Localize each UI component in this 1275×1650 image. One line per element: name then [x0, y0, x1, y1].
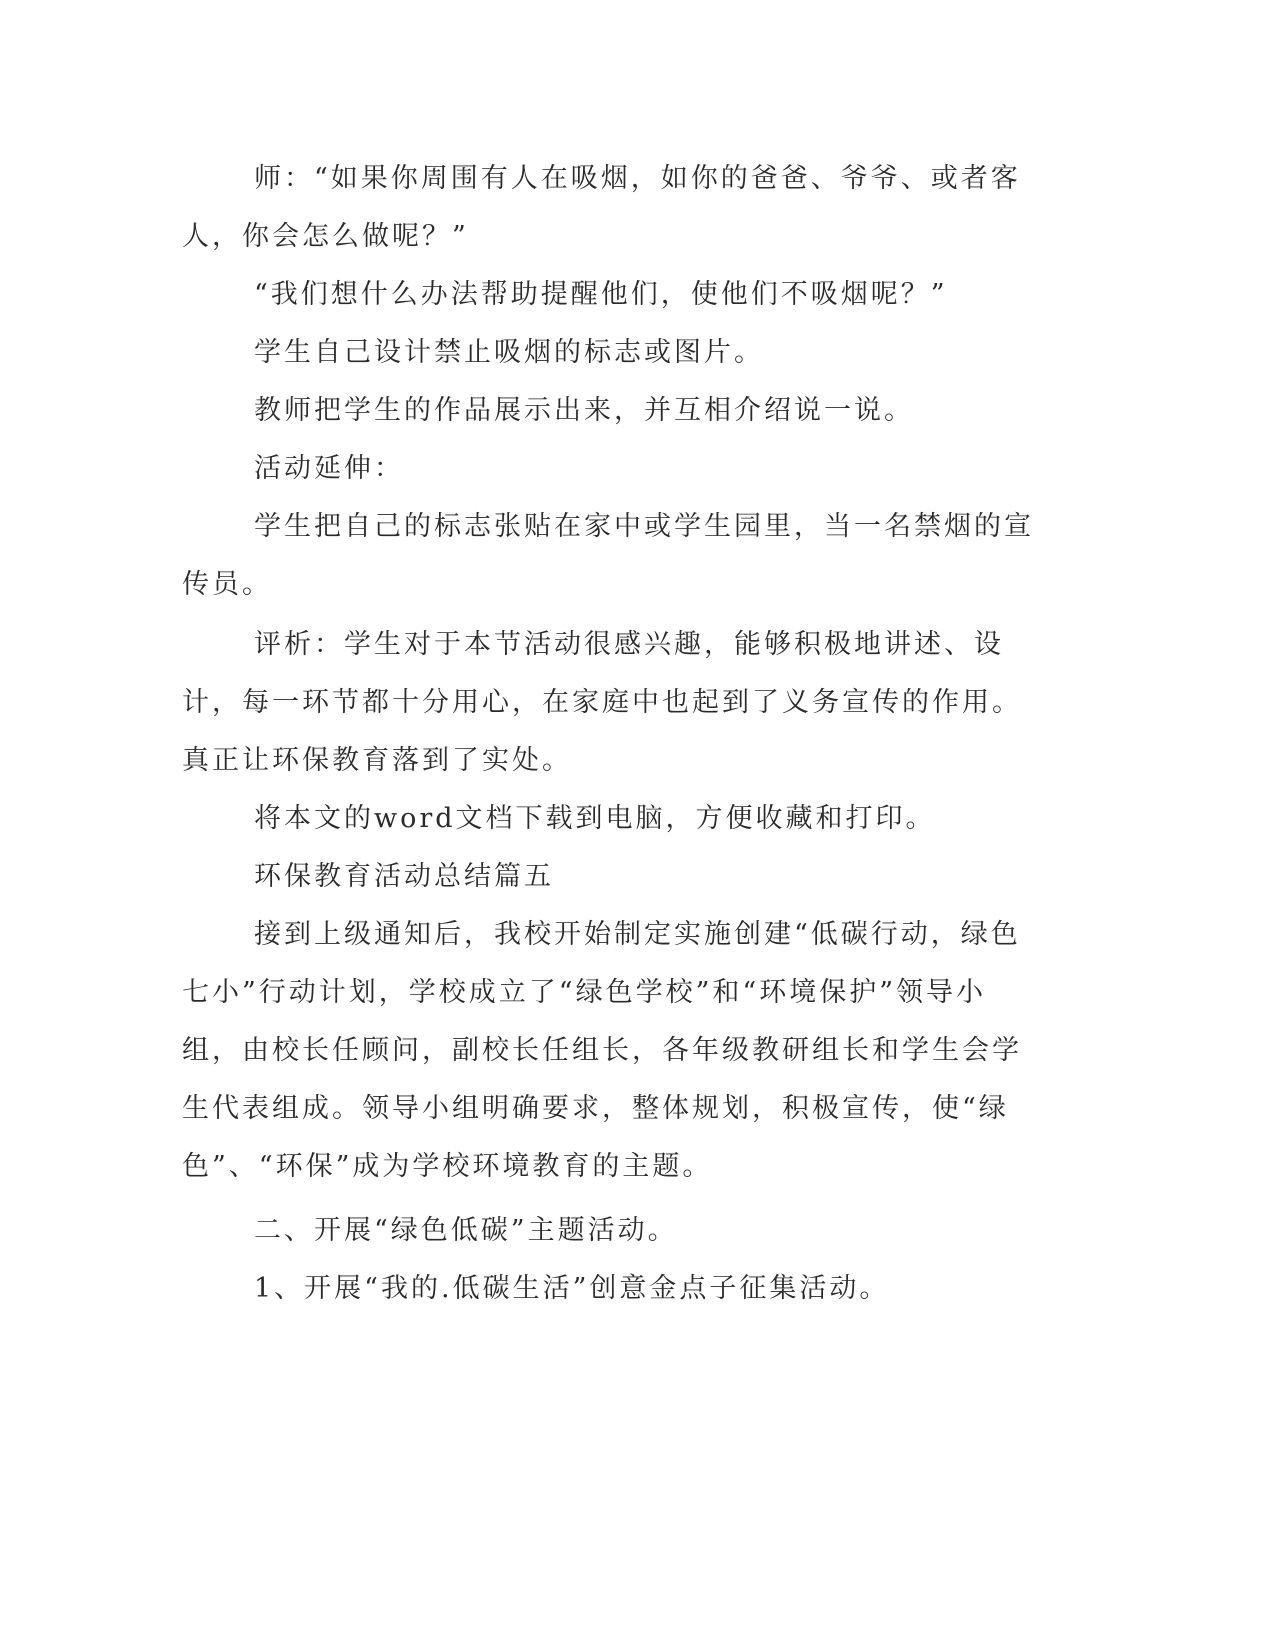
section-heading: 环保教育活动总结篇五 [254, 861, 554, 892]
paragraph-analysis: 评析：学生对于本节活动很感兴趣，能够积极地讲述、设计，每一环节都十分用心，在家庭中也起到了义务宣传的作用。真正让环保教育落到了实处。 [182, 629, 1022, 776]
paragraph-download-note: 将本文的word文档下载到电脑，方便收藏和打印。 [254, 803, 936, 834]
paragraph-design-sign: 学生自己设计禁止吸烟的标志或图片。 [254, 337, 764, 368]
paragraph-theme-activity: 二、开展“绿色低碳”主题活动。 [254, 1215, 678, 1246]
paragraph-activity-extension: 活动延伸： [254, 453, 404, 484]
paragraph-display-works: 教师把学生的作品展示出来，并互相介绍说一说。 [254, 395, 914, 426]
paragraph-teacher-question: 师：“如果你周围有人在吸烟，如你的爸爸、爷爷、或者客人，你会怎么做呢？” [182, 163, 1021, 252]
document-body [182, 150, 1042, 1318]
paragraph-post-sign: 学生把自己的标志张贴在家中或学生园里，当一名禁烟的宣传员。 [182, 511, 1034, 600]
paragraph-remind-question: “我们想什么办法帮助提醒他们，使他们不吸烟呢？” [254, 279, 948, 310]
paragraph-plan: 接到上级通知后，我校开始制定实施创建“低碳行动，绿色七小”行动计划，学校成立了“绿色学校”和“环境保护”领导小组，由校长任顾问，副校长任组长，各年级教研组长和学生会学生代表组成。领导小组明确要求，整体规划，积极宣传，使“绿色”、“环保”成为学校环境教育的主题。 [182, 919, 1022, 1182]
paragraph-idea-collection: 1、开展“我的.低碳生活”创意金点子征集活动。 [254, 1273, 890, 1304]
